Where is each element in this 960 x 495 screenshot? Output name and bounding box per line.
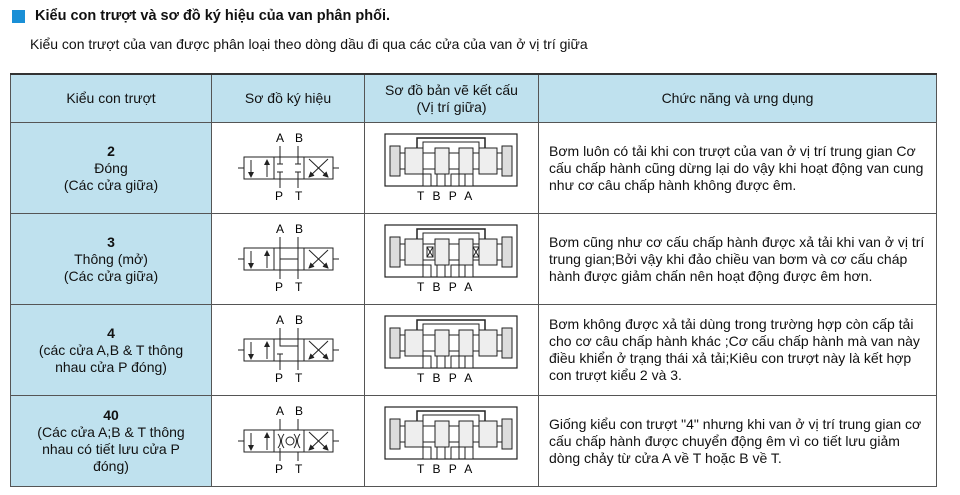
header-spool-type: Kiểu con trượt [11,74,212,123]
section-subtitle: Kiểu con trượt của van được phân loại theo dòng dầu đi qua các cửa của van ở vị trí giữa [30,36,588,52]
table-row [11,214,937,305]
valve-symbol-throttled [233,403,343,475]
svg-text:P: P [275,370,284,384]
function-cell: Giống kiểu con trượt "4" nhưng khi van ở vị trí trung gian cơ cấu chấp hành được chuyển động êm vì co tiết lưu giảm dòng chảy từ cửa A về T hoặc B về T. [539,396,937,487]
svg-text:T: T [295,279,303,293]
svg-text:A: A [276,403,285,418]
symbol-cell [212,123,365,214]
spool-name-line2-wrap: (Các cửa giữa) [63,176,159,193]
function-cell: Bơm luôn có tải khi con trượt của van ở vị trí trung gian Cơ cấu chấp hành cũng dừng lại do vậy khi hoạt động van cung như cơ câu chấp hành không được êm. [539,123,937,214]
svg-text:A: A [276,130,285,145]
svg-text:T: T [295,370,303,384]
svg-text:T B P A: T B P A [416,461,475,476]
valve-symbol-closed-center [233,130,343,202]
header-structure [365,74,539,123]
spool-type-cell [11,214,212,305]
spool-name-line2: nhau cửa P đóng) [55,358,167,375]
spool-code: 40 [103,407,119,423]
valve-structure-drawing [377,308,527,388]
svg-text:B: B [295,312,304,327]
symbol-cell [212,305,365,396]
spool-name-line1: (các cửa A,B & T thông [38,341,184,358]
svg-text:B: B [295,130,304,145]
svg-text:T B P A: T B P A [416,188,475,203]
header-structure-line2: (Vị trí giữa) [416,98,487,115]
svg-text:B: B [295,403,304,418]
function-cell: Bơm không được xả tải dùng trong trường hợp còn cấp tải cho cơ câu chấp hành khác ;Cơ cấu chấp hành mà van này điều khiển ở trạng thái xả tải;Kiêu con trượt này là kết hợp con trượt kiểu 2 và 3. [539,305,937,396]
header-function: Chức năng và ưng dụng [539,74,937,123]
table-row [11,305,937,396]
spool-name-line1: Thông (mở) [74,250,148,267]
spool-type-cell [11,123,212,214]
svg-text:B: B [295,221,304,236]
function-cell: Bơm cũng như cơ cấu chấp hành được xả tải khi van ở vị trí trung gian;Bởi vậy khi đảo chiều van bơm và cơ cấu cháp hành được giảm chấn nên hoạt động được êm hơn. [539,214,937,305]
structure-cell [365,396,539,487]
valve-structure-drawing [377,217,527,297]
valve-symbol-abt-connected [233,312,343,384]
svg-text:A: A [276,221,285,236]
structure-cell [365,214,539,305]
spool-name-line2: Các cửa giữa [68,176,154,193]
section-title [12,6,390,26]
spool-name-line2-wrap: (Các cửa giữa) [63,267,159,284]
table-row [11,396,937,487]
valve-structure-drawing [377,126,527,206]
blue-square-bullet-icon [12,10,25,23]
symbol-cell [212,214,365,305]
table-row [11,123,937,214]
spool-type-cell [11,396,212,487]
spool-name-line1: (Các cửa A;B & T thông [37,424,185,440]
svg-text:T B P A: T B P A [416,279,475,294]
svg-text:T B P A: T B P A [416,370,475,385]
spool-types-table [10,73,937,487]
spool-type-cell [11,305,212,396]
svg-text:P: P [275,279,284,293]
spool-code: 4 [107,324,115,341]
section-title-text: Kiểu con trượt và sơ đồ ký hiệu của van phân phối. [35,8,391,24]
structure-cell [365,305,539,396]
header-symbol: Sơ đồ ký hiệu [212,74,365,123]
spool-name-line1: Đóng [94,159,128,176]
symbol-cell [212,396,365,487]
spool-name-line2: nhau có tiết lưu cửa P đóng) [42,441,180,474]
svg-text:P: P [275,461,284,475]
svg-text:T: T [295,461,303,475]
svg-text:A: A [276,312,285,327]
svg-text:P: P [275,188,284,202]
spool-code: 2 [107,142,115,159]
spool-name-line2: Các cửa giữa [68,267,154,284]
spool-code: 3 [107,233,115,250]
structure-cell [365,123,539,214]
valve-structure-drawing [377,399,527,479]
valve-symbol-open-center [233,221,343,293]
svg-text:T: T [295,188,303,202]
header-structure-line1: Sơ đồ bản vẽ kết cấu [385,81,518,98]
table-header-row [11,74,937,123]
